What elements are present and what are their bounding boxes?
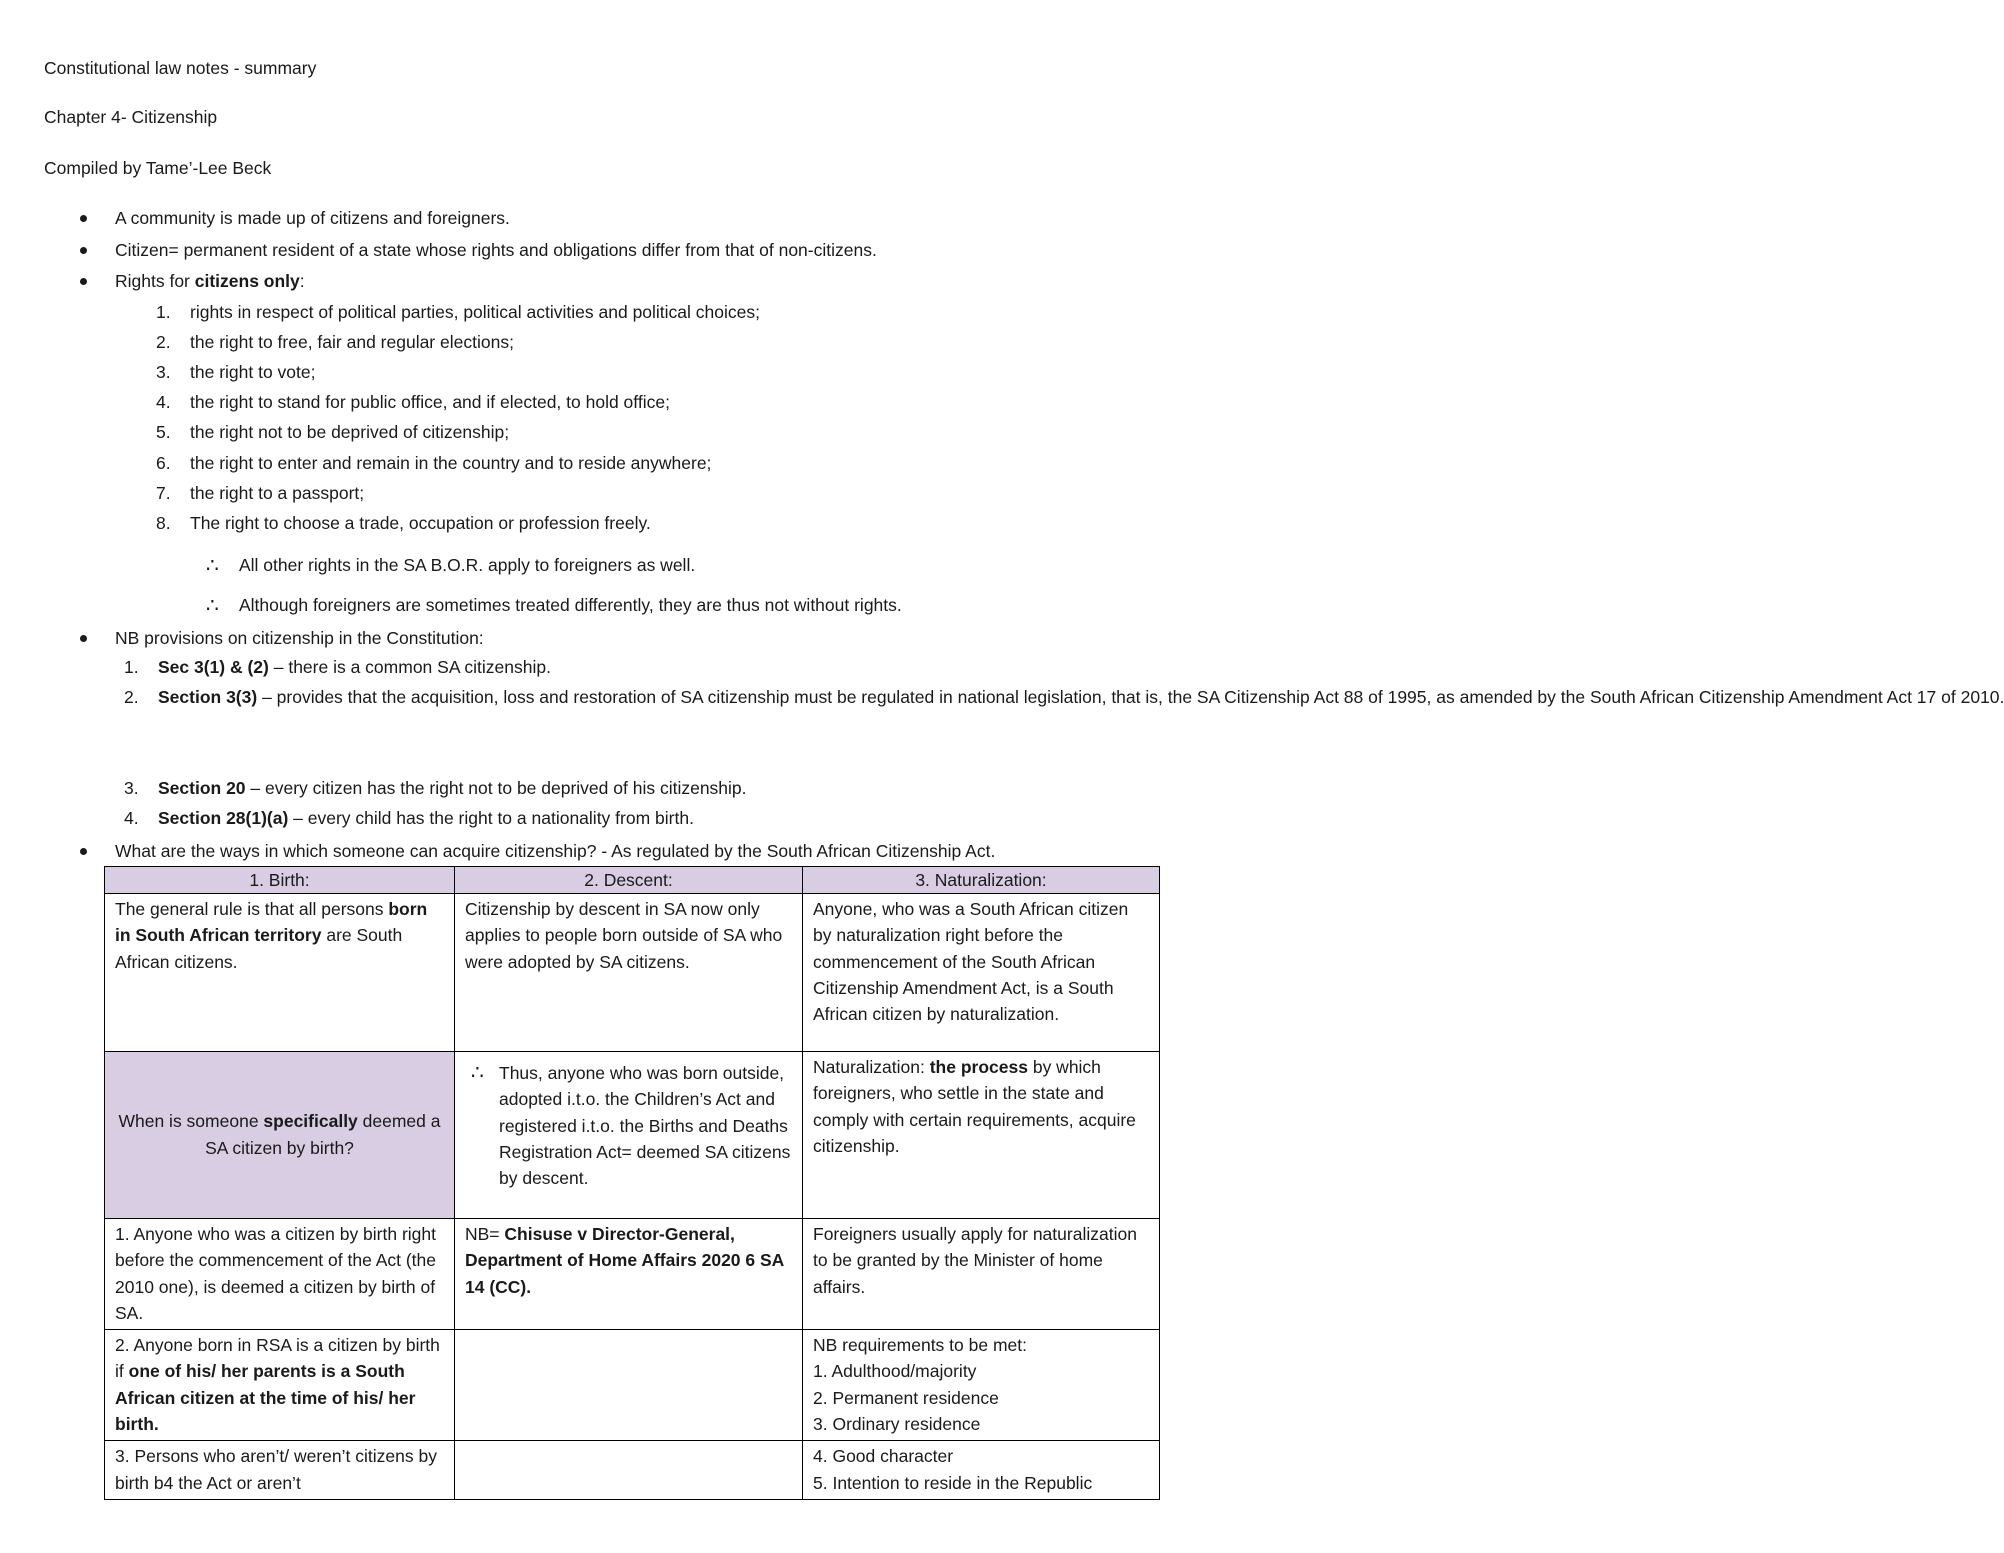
- cell-naturalization-intro: Anyone, who was a South African citizen by naturalization right before the commencement of the South African Citizenship Amendment Act, is a South African citizen by naturalization.: [803, 894, 1160, 1052]
- cell-descent-thus: ∴ Thus, anyone who was born outside, adopted i.t.o. the Children’s Act and registered i.t.o. the Births and Deaths Registration Act= deemed SA citizens by descent.: [455, 1052, 803, 1219]
- cell-empty: [455, 1441, 803, 1500]
- citizenship-table: [104, 866, 1160, 1500]
- cell-naturalization-requirements: NB requirements to be met: 1. Adulthood/majority 2. Permanent residence 3. Ordinary residence: [803, 1330, 1160, 1441]
- header-descent: 2. Descent:: [455, 867, 803, 894]
- table-header-row: [105, 867, 1160, 894]
- cell-birth-rule-1: 1. Anyone who was a citizen by birth right before the commencement of the Act (the 2010 one), is deemed a citizen by birth of SA.: [105, 1219, 455, 1330]
- table-row: [105, 894, 1160, 1052]
- therefore-icon: ∴: [206, 595, 219, 617]
- cell-birth-general-rule: The general rule is that all persons born in South African territory are South African citizens.: [105, 894, 455, 1052]
- table-row: [105, 1219, 1160, 1330]
- document-title: Constitutional law notes - summary: [44, 58, 317, 78]
- bullet-dot: [80, 635, 87, 642]
- cell-birth-question: When is someone specifically deemed a SA citizen by birth?: [105, 1052, 455, 1219]
- cell-birth-rule-3: 3. Persons who aren’t/ weren’t citizens by birth b4 the Act or aren’t: [105, 1441, 455, 1500]
- cell-descent-intro: Citizenship by descent in SA now only applies to people born outside of SA who were adopted by SA citizens.: [455, 894, 803, 1052]
- cell-naturalization-definition: Naturalization: the process by which foreigners, who settle in the state and comply with certain requirements, acquire citizenship.: [803, 1052, 1160, 1219]
- header-naturalization: 3. Naturalization:: [803, 867, 1160, 894]
- chapter-heading: Chapter 4- Citizenship: [44, 107, 218, 127]
- cell-birth-rule-2: 2. Anyone born in RSA is a citizen by birth if one of his/ her parents is a South African citizen at the time of his/ her birth.: [105, 1330, 455, 1441]
- cell-naturalization-requirements-cont: 4. Good character 5. Intention to reside in the Republic: [803, 1441, 1160, 1500]
- header-birth: 1. Birth:: [105, 867, 455, 894]
- table-row: [105, 1441, 1160, 1500]
- bullet-dot: [80, 848, 87, 855]
- table-row: [105, 1052, 1160, 1219]
- cell-descent-case: NB= Chisuse v Director-General, Department of Home Affairs 2020 6 SA 14 (CC).: [455, 1219, 803, 1330]
- cell-naturalization-apply: Foreigners usually apply for naturalization to be granted by the Minister of home affairs.: [803, 1219, 1160, 1330]
- therefore-icon: ∴: [206, 555, 219, 577]
- bullet-dot: [80, 278, 87, 285]
- therefore-icon: ∴: [471, 1062, 484, 1084]
- document-page: Constitutional law notes - summary Chapter 4- Citizenship Compiled by Tame’-Lee Beck A community is made up of citizens and foreigners. Citizen= permanent resident of a state whose rights and obligations differ from that of non-citizens. Rights for citizens only: 1. rights in respect of political parties, political activities and political choices; 2. the right to free, fair and regular elections; 3. the right to vote; 4. the right to stand for public office, and if elected, to hold office; 5. the right not to be deprived of citizenship; 6. the right to enter and remain in the country and to reside anywhere; 7. the right to a passport; 8. The right to choose a trade, occupation or profession freely. ∴ All other rights in the SA B.O.R. apply to foreigners as well. ∴ Although foreigners are sometimes treated differently, they are thus not without rights. NB provisions on citizenship in the Constitution: 1. Sec 3(1) & (2) – there is a common SA citizenship. 2. Section 3(3) – provides that the acquisition, loss and restoration of SA citizenship must be regulated in national legislation, that is, the SA Citizenship Act 88 of 1995, as amended by the South African Citizenship Amendment Act 17 of 2010. 3. Section 20 – every citizen has the right not to be deprived of his citizenship. 4. Section 28(1)(a) – every child has the right to a nationality from birth. What are the ways in which someone can acquire citizenship? - As regulated by the South African Citizenship Act. 1. Birth: 2. Descent: 3. Naturalization: The general rule is that all persons born in South African territory are South African citizens. Citizenship by descent in SA now only applies to people born outside of SA who were adopted by SA citizens. Anyone, who was a South African citizen by naturalization right before the commencement of the South African Citizenship Amendment Act, is a South African citizen by naturalization. When is someone specifically deemed a SA citizen by birth? ∴ Thus, anyone who was born outside, adopted i.t.o. the Children’s Act and registered i.t.o. the Births and Deaths Registration Act= deemed SA citizens by descent. Naturalization: the process by which foreigners, who settle in the state and comply with certain requirements, acquire citizenship. 1. Anyone who was a citizen by birth right before the commencement of the Act (the 2010 one), is deemed a citizen by birth of SA. NB= Chisuse v Director-General, Department of Home Affairs 2020 6 SA 14 (CC). Foreigners usually apply for naturalization to be granted by the Minister of home affairs. 2. Anyone born in RSA is a citizen by birth if one of his/ her parents is a South African citizen at the time of his/ her birth. NB requirements to be met: 1. Adulthood/majority 2. Permanent residence 3. Ordinary residence 3. Persons who aren’t/ weren’t citizens by birth b4 the Act or aren’t 4. Good character 5. Intention to reside in the Republic: [0, 0, 1200, 1553]
- table-row: [105, 1330, 1160, 1441]
- author-line: Compiled by Tame’-Lee Beck: [44, 158, 272, 178]
- cell-empty: [455, 1330, 803, 1441]
- bullet-dot: [80, 247, 87, 254]
- bullet-dot: [80, 215, 87, 222]
